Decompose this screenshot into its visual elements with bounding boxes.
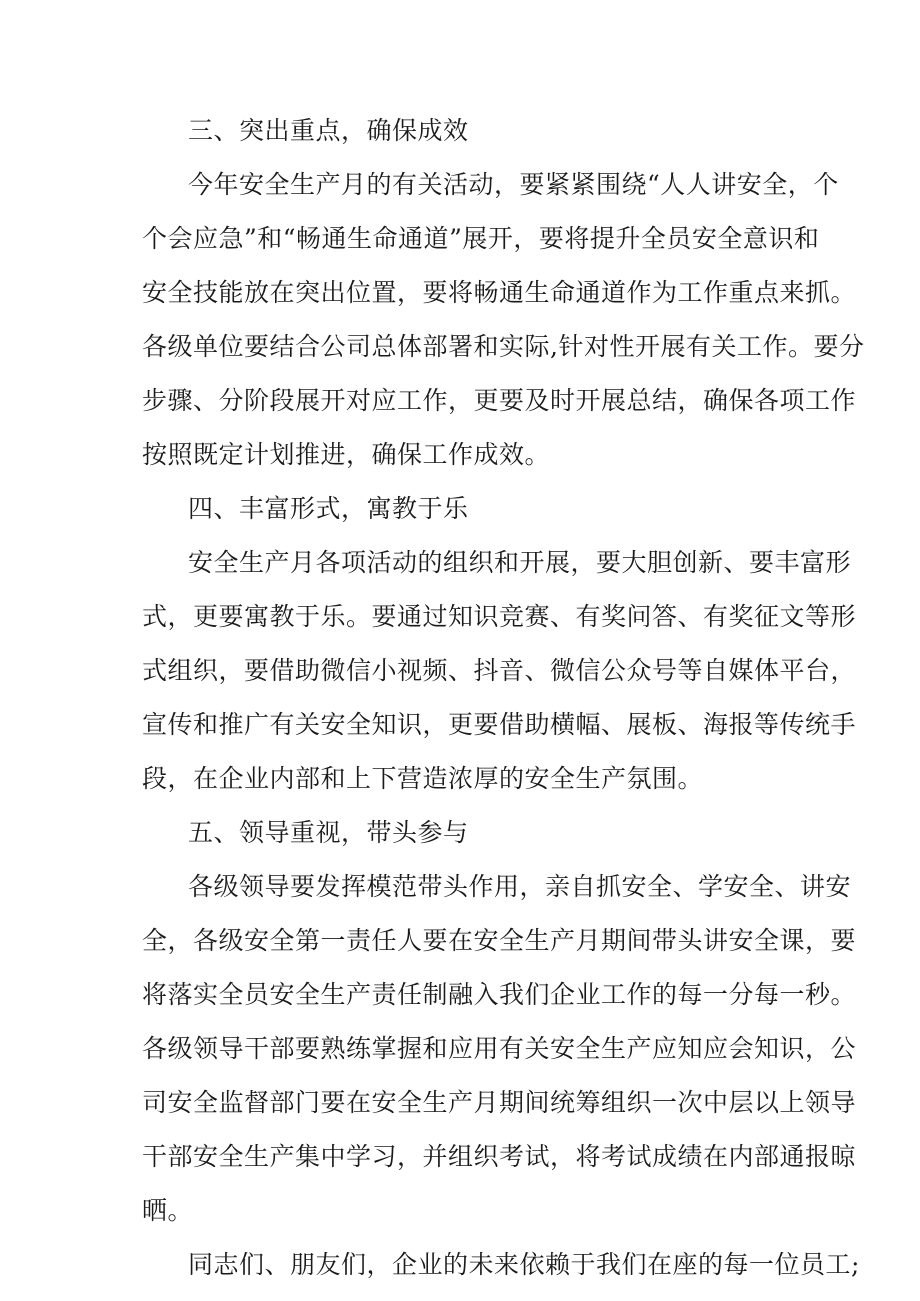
paragraph-line: 司安全监督部门要在安全生产月期间统筹组织一次中层以上领导 [142,1088,857,1117]
section-heading: 三、突出重点，确保成效 [188,116,469,145]
paragraph-line: 干部安全生产集中学习，并组织考试，将考试成绩在内部通报晾 [142,1142,857,1171]
closing-line: 同志们、朋友们，企业的未来依赖于我们在座的每一位员工; [188,1250,860,1279]
paragraph-line: 宣传和推广有关安全知识，更要借助横幅、展板、海报等传统手 [142,710,857,739]
paragraph-line: 按照既定计划推进，确保工作成效。 [142,440,551,469]
paragraph-line: 段，在企业内部和上下营造浓厚的安全生产氛围。 [142,764,704,793]
section-heading: 四、丰富形式，寓教于乐 [188,494,469,523]
paragraph-line: 步骤、分阶段展开对应工作，更要及时开展总结，确保各项工作 [142,386,857,415]
paragraph-line: 晒。 [142,1196,194,1225]
document-page [142,104,865,1292]
paragraph-line: 安全生产月各项活动的组织和开展，要大胆创新、要丰富形 [188,548,852,577]
paragraph-line: 将落实全员安全生产责任制融入我们企业工作的每一分每一秒。 [142,980,857,1009]
paragraph-line: 各级单位要结合公司总体部署和实际,针对性开展有关工作。要分 [142,332,865,361]
paragraph-line: 式，更要寓教于乐。要通过知识竞赛、有奖问答、有奖征文等形 [142,602,857,631]
paragraph-line: 各级领导要发挥模范带头作用，亲自抓安全、学安全、讲安 [188,872,852,901]
section-heading: 五、领导重视，带头参与 [188,818,469,847]
paragraph-line: 个会应急”和“畅通生命通道”展开，要将提升全员安全意识和 [142,224,820,253]
paragraph-line: 各级领导干部要熟练掌握和应用有关安全生产应知应会知识，公 [142,1034,857,1063]
paragraph-line: 式组织，要借助微信小视频、抖音、微信公众号等自媒体平台， [142,656,857,685]
paragraph-line: 安全技能放在突出位置，要将畅通生命通道作为工作重点来抓。 [142,278,857,307]
paragraph-line: 全，各级安全第一责任人要在安全生产月期间带头讲安全课，要 [142,926,857,955]
paragraph-line: 今年安全生产月的有关活动，要紧紧围绕“人人讲安全，个 [188,170,839,199]
